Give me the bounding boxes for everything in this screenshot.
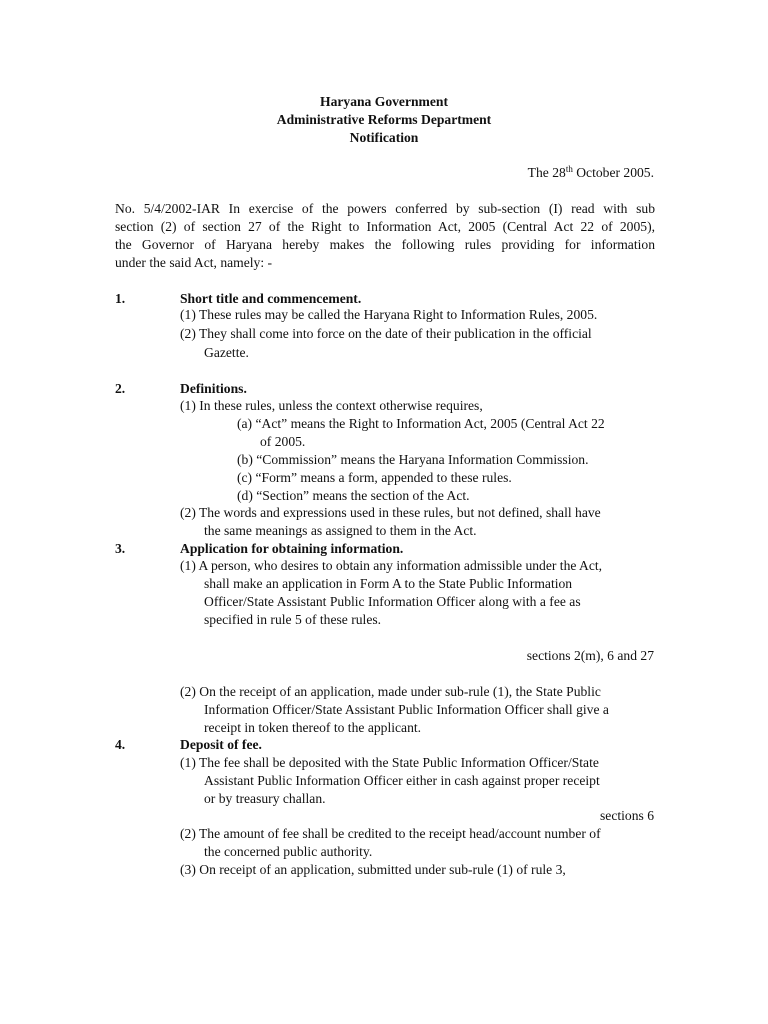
margin-note: sections 2(m), 6 and 27: [526, 648, 654, 663]
section-title: Deposit of fee.: [180, 737, 262, 752]
rule-text: specified in rule 5 of these rules.: [204, 612, 382, 627]
section-number: 3.: [115, 541, 126, 556]
rule-text: (1) The fee shall be deposited with the State Public Information Officer/State: [180, 755, 599, 770]
rule-text: Information Officer/State Assistant Public Information Officer shall give a: [204, 702, 609, 717]
margin-note: sections 6: [600, 808, 654, 823]
rule-text: Officer/State Assistant Public Information Officer along with a fee as: [204, 594, 581, 609]
rule-text: (2) The amount of fee shall be credited to the receipt head/account number of: [180, 826, 601, 841]
header-government: Haryana Government: [320, 94, 448, 109]
section-title: Definitions.: [180, 381, 247, 396]
rule-text: (1) In these rules, unless the context otherwise requires,: [180, 398, 483, 413]
preamble-line: under the said Act, namely: -: [115, 255, 273, 270]
definition-item: (c) “Form” means a form, appended to these rules.: [237, 470, 512, 485]
definition-item: (a) “Act” means the Right to Information Act, 2005 (Central Act 22: [237, 416, 605, 431]
rule-text: Assistant Public Information Officer either in cash against proper receipt: [204, 773, 600, 788]
header-notification: Notification: [349, 130, 419, 145]
rule-text: the concerned public authority.: [204, 844, 373, 859]
header-department: Administrative Reforms Department: [276, 112, 492, 127]
rule-text: (2) On the receipt of an application, made under sub-rule (1), the State Public: [180, 684, 601, 699]
section-title: Application for obtaining information.: [180, 541, 404, 556]
definition-item: (b) “Commission” means the Haryana Information Commission.: [237, 452, 589, 467]
section-number: 4.: [115, 737, 126, 752]
rule-text: or by treasury challan.: [204, 791, 326, 806]
rule-text: (3) On receipt of an application, submitted under sub-rule (1) of rule 3,: [180, 862, 566, 877]
rule-text: shall make an application in Form A to the State Public Information: [204, 576, 573, 591]
rule-text: (2) They shall come into force on the date of their publication in the official: [180, 326, 592, 341]
definition-item: (d) “Section” means the section of the Act.: [237, 488, 470, 503]
rule-text: (1) These rules may be called the Haryana Right to Information Rules, 2005.: [180, 307, 598, 322]
section-title: Short title and commencement.: [180, 291, 362, 306]
section-number: 2.: [115, 381, 126, 396]
rule-text: Gazette.: [204, 345, 249, 360]
preamble-line: No. 5/4/2002-IAR In exercise of the powers conferred by sub-section (I) read with sub: [115, 201, 655, 216]
notification-date: The 28th October 2005.: [527, 164, 654, 180]
preamble-line: the Governor of Haryana hereby makes the following rules providing for information: [115, 237, 655, 252]
section-number: 1.: [115, 291, 126, 306]
rule-text: receipt in token thereof to the applicant.: [204, 720, 422, 735]
date-superscript: th: [565, 164, 573, 174]
rule-text: (1) A person, who desires to obtain any information admissible under the Act,: [180, 558, 603, 573]
rule-text: the same meanings as assigned to them in the Act.: [204, 523, 477, 538]
definition-item: of 2005.: [260, 434, 306, 449]
preamble-line: section (2) of section 27 of the Right to Information Act, 2005 (Central Act 22 of 2005),: [115, 219, 655, 234]
rule-text: (2) The words and expressions used in these rules, but not defined, shall have: [180, 505, 601, 520]
